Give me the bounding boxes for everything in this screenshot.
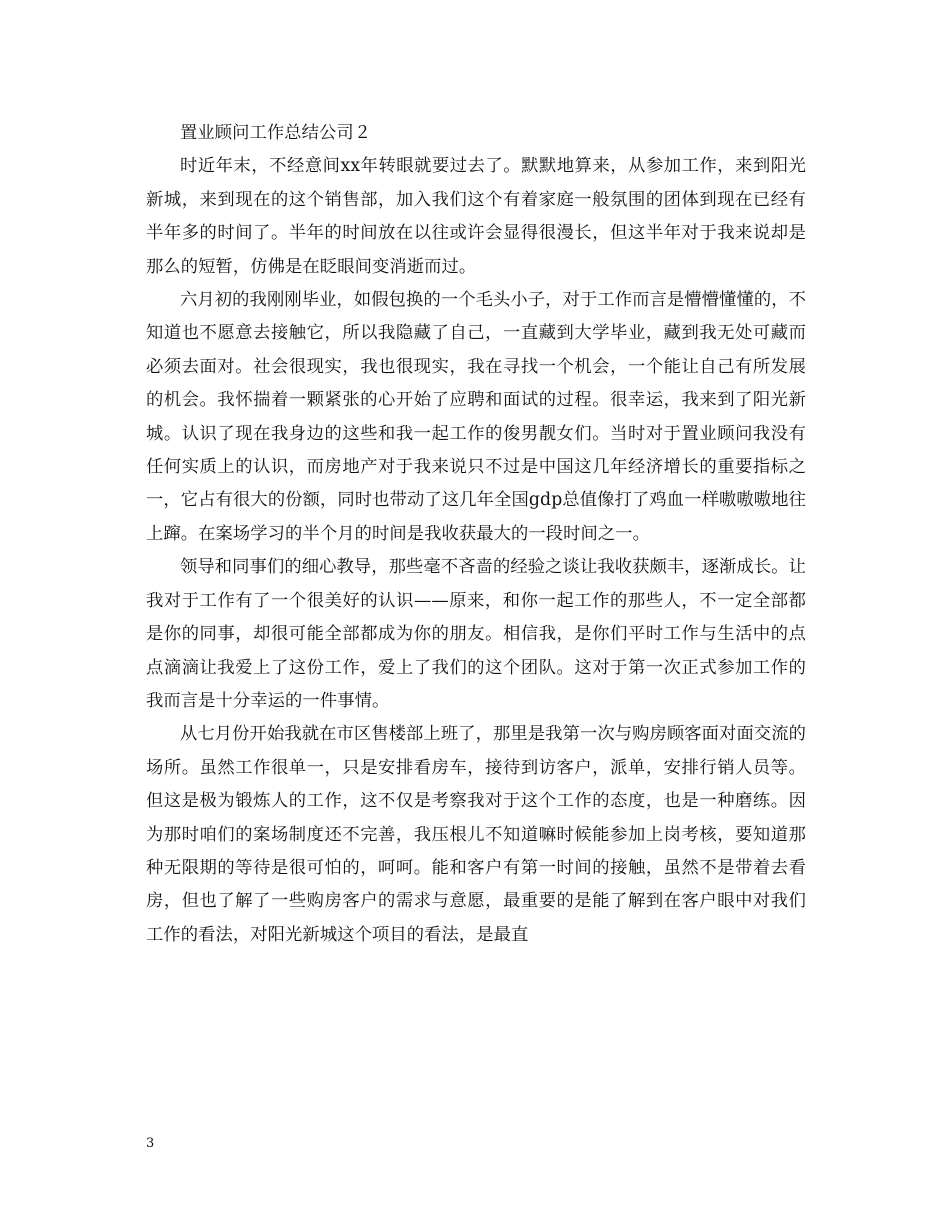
paragraph-2: 六月初的我刚刚毕业，如假包换的一个毛头小子，对于工作而言是懵懵懂懂的，不知道也不愿意去接触它，所以我隐藏了自己，一直藏到大学毕业，藏到我无处可藏而必须去面对。社会很现实，我也很现实，我在寻找一个机会，一个能让自己有所发展的机会。我怀揣着一颗紧张的心开始了应聘和面试的过程。很幸运，我来到了阳光新城。认识了现在我身边的这些和我一起工作的俊男靓女们。当时对于置业顾问我没有任何实质上的认识，而房地产对于我来说只不过是中国这几年经济增长的重要指标之一，它占有很大的份额，同时也带动了这几年全国gdp总值像打了鸡血一样嗷嗷嗷地往上蹿。在案场学习的半个月的时间是我收获最大的一段时间之一。 — [146, 290, 806, 544]
paragraph-4: 从七月份开始我就在市区售楼部上班了，那里是我第一次与购房顾客面对面交流的场所。虽然工作很单一，只是安排看房车，接待到访客户，派单，安排行销人员等。但这是极为锻炼人的工作，这不仅是考察我对于这个工作的态度，也是一种磨练。因为那时咱们的案场制度还不完善，我压根儿不知道嘛时候能参加上岗考核，要知道那种无限期的等待是很可怕的，呵呵。能和客户有第一时间的接触，虽然不是带着去看房，但也了解了一些购房客户的需求与意愿，最重要的是能了解到在客户眼中对我们工作的看法，对阳光新城这个项目的看法，是最直 — [146, 724, 806, 945]
document-title: 置业顾问工作总结公司２ — [180, 123, 372, 143]
page-number: 3 — [146, 1136, 155, 1151]
paragraph-1: 时近年末，不经意间xx年转眼就要过去了。默默地算来，从参加工作，来到阳光新城，来到现在的这个销售部，加入我们这个有着家庭一般氛围的团体到现在已经有半年多的时间了。半年的时间放在以往或许会显得很漫长，但这半年对于我来说却是那么的短暂，仿佛是在眨眼间变消逝而过。 — [146, 156, 806, 277]
document-body — [146, 117, 806, 952]
paragraph-3: 领导和同事们的细心教导，那些毫不吝啬的经验之谈让我收获颇丰，逐渐成长。让我对于工作有了一个很美好的认识——原来，和你一起工作的那些人，不一定全部都是你的同事，却很可能全部都成为你的朋友。相信我，是你们平时工作与生活中的点点滴滴让我爱上了这份工作，爱上了我们的这个团队。这对于第一次正式参加工作的我而言是十分幸运的一件事情。 — [146, 557, 806, 711]
